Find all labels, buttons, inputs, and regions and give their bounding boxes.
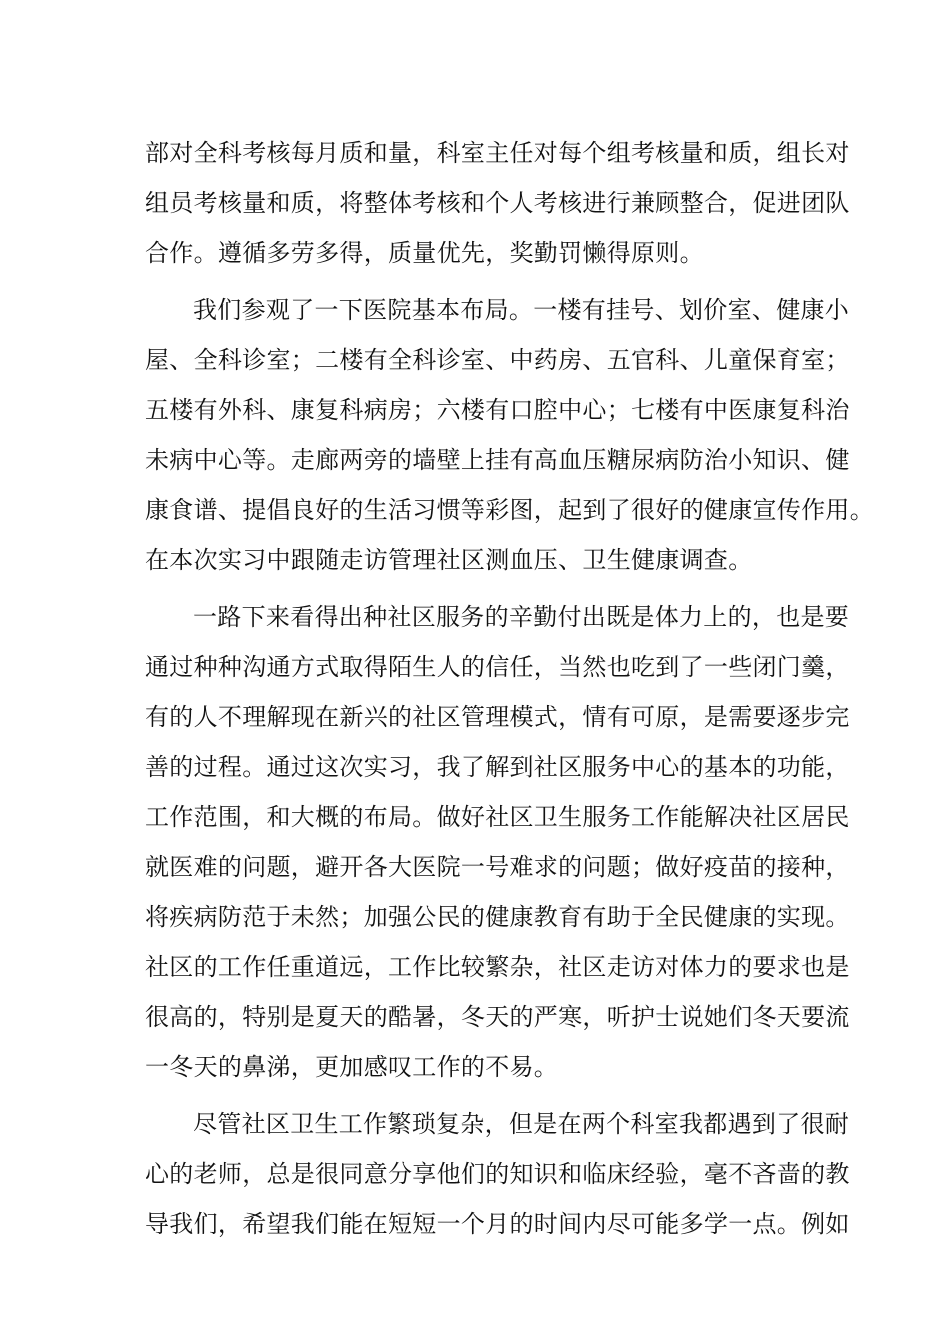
text-line: 尽管社区卫生工作繁琐复杂，但是在两个科室我都遇到了很耐: [193, 1110, 850, 1138]
text-line: 工作范围，和大概的布局。做好社区卫生服务工作能解决社区居民: [145, 803, 850, 831]
text-line: 屋、全科诊室；二楼有全科诊室、中药房、五官科、儿童保育室；: [145, 346, 850, 374]
text-line: 康食谱、提倡良好的生活习惯等彩图，起到了很好的健康宣传作用。: [145, 496, 874, 524]
text-line: 通过种种沟通方式取得陌生人的信任，当然也吃到了一些闭门羹，: [145, 653, 850, 681]
paragraph-spacer: [145, 1092, 825, 1099]
text-line: 在本次实习中跟随走访管理社区测血压、卫生健康调查。: [145, 546, 753, 574]
paragraph-3: [145, 592, 850, 1092]
text-line: 将疾病防范于未然；加强公民的健康教育有助于全民健康的实现。: [145, 903, 850, 931]
document-body: [145, 128, 874, 1249]
text-line: 一路下来看得出种社区服务的辛勤付出既是体力上的，也是要: [193, 603, 850, 631]
text-line: 组员考核量和质，将整体考核和个人考核进行兼顾整合，促进团队: [145, 189, 850, 217]
text-line: 就医难的问题，避开各大医院一号难求的问题；做好疫苗的接种，: [145, 853, 850, 881]
paragraph-1: [145, 128, 850, 278]
paragraph-spacer: [145, 585, 825, 592]
paragraph-4: [145, 1099, 850, 1249]
text-line: 善的过程。通过这次实习，我了解到社区服务中心的基本的功能，: [145, 753, 850, 781]
paragraph-2: [145, 285, 874, 585]
text-line: 心的老师，总是很同意分享他们的知识和临床经验，毫不吝啬的教: [145, 1160, 850, 1188]
text-line: 一冬天的鼻涕，更加感叹工作的不易。: [145, 1053, 559, 1081]
text-line: 我们参观了一下医院基本布局。一楼有挂号、划价室、健康小: [193, 296, 850, 324]
text-line: 有的人不理解现在新兴的社区管理模式，情有可原，是需要逐步完: [145, 703, 850, 731]
text-line: 社区的工作任重道远，工作比较繁杂，社区走访对体力的要求也是: [145, 953, 850, 981]
text-line: 导我们，希望我们能在短短一个月的时间内尽可能多学一点。例如: [145, 1210, 850, 1238]
paragraph-spacer: [145, 278, 825, 285]
text-line: 五楼有外科、康复科病房；六楼有口腔中心；七楼有中医康复科治: [145, 396, 850, 424]
text-line: 部对全科考核每月质和量，科室主任对每个组考核量和质，组长对: [145, 139, 850, 167]
text-line: 很高的，特别是夏天的酷暑，冬天的严寒，听护士说她们冬天要流: [145, 1003, 850, 1031]
text-line: 合作。遵循多劳多得，质量优先，奖勤罚懒得原则。: [145, 239, 704, 267]
text-line: 未病中心等。走廊两旁的墙壁上挂有高血压糖尿病防治小知识、健: [145, 446, 850, 474]
